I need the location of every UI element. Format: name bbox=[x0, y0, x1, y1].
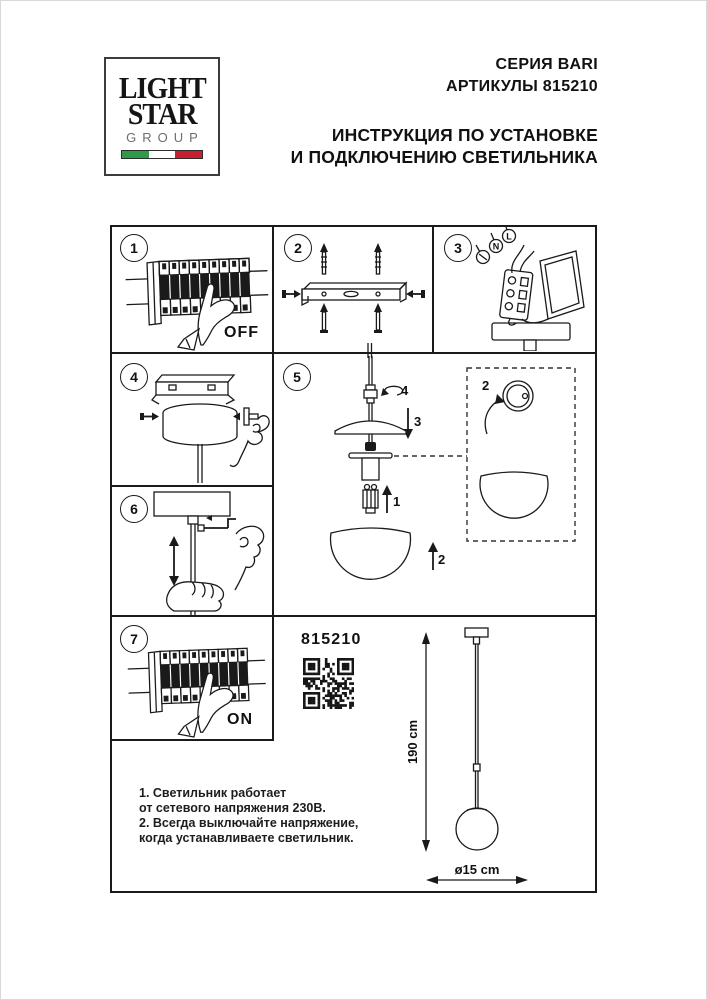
grid-row-line-2 bbox=[110, 615, 597, 617]
part-2-label: 2 bbox=[438, 552, 446, 567]
note-line-4: когда устанавливаете светильник. bbox=[139, 831, 354, 845]
step-3-panel bbox=[436, 227, 595, 351]
step-1-panel bbox=[112, 227, 271, 351]
wire-n-label: N bbox=[492, 241, 500, 252]
article-code: 815210 bbox=[301, 631, 362, 648]
step-6-panel bbox=[112, 488, 271, 615]
instruction-title-line1: ИНСТРУКЦИЯ ПО УСТАНОВКЕ bbox=[331, 125, 598, 145]
logo-word-group: GROUP bbox=[126, 129, 204, 145]
article-title: АРТИКУЛЫ 815210 bbox=[445, 78, 598, 95]
height-dimension-label: 190 cm bbox=[405, 719, 420, 765]
step-2-number: 2 bbox=[284, 234, 312, 262]
logo-word-star: STAR bbox=[127, 95, 197, 131]
step-7-panel bbox=[112, 618, 271, 738]
diameter-dimension-label: ø15 cm bbox=[454, 862, 500, 877]
grid-row-line-1 bbox=[110, 352, 597, 354]
note-line-3: 2. Всегда выключайте напряжение, bbox=[139, 816, 359, 830]
grid-row-line-left bbox=[110, 485, 273, 487]
qr-code bbox=[303, 658, 354, 709]
logo-word-light: LIGHT bbox=[118, 69, 206, 105]
step-4-panel bbox=[112, 356, 271, 483]
gripping-hand-icon bbox=[167, 582, 224, 611]
instruction-title-line2: И ПОДКЛЮЧЕНИЮ СВЕТИЛЬНИКА bbox=[290, 147, 598, 167]
step-7-number: 7 bbox=[120, 625, 148, 653]
part-4-label: 4 bbox=[401, 383, 409, 398]
step-1-number: 1 bbox=[120, 234, 148, 262]
grid-border-right bbox=[595, 225, 597, 893]
step-6-number: 6 bbox=[120, 495, 148, 523]
note-line-1: 1. Светильник работает bbox=[139, 786, 287, 800]
series-title: СЕРИЯ BARI bbox=[495, 56, 598, 73]
part-1-label: 1 bbox=[393, 494, 401, 509]
inset-part-2-label: 2 bbox=[482, 378, 490, 393]
header bbox=[291, 54, 598, 168]
safety-notes bbox=[139, 786, 358, 846]
step-4-number: 4 bbox=[120, 363, 148, 391]
step-2-panel bbox=[276, 227, 431, 351]
instruction-title bbox=[291, 124, 598, 168]
note-line-2: от сетевого напряжения 230В. bbox=[139, 801, 326, 815]
italian-flag-icon bbox=[121, 150, 203, 159]
pendant-dimension-drawing bbox=[405, 620, 595, 890]
step-5-panel bbox=[275, 356, 595, 615]
grid-border-bottom bbox=[110, 891, 597, 893]
wire-l-label: L bbox=[506, 231, 512, 242]
lightstar-logo bbox=[104, 57, 220, 176]
off-label: OFF bbox=[224, 324, 259, 341]
assembly-illustration bbox=[275, 356, 595, 615]
step-3-number: 3 bbox=[444, 234, 472, 262]
adjusting-hand-icon bbox=[235, 526, 264, 590]
on-label: ON bbox=[227, 711, 253, 728]
step-5-number: 5 bbox=[283, 363, 311, 391]
grid-panel7-bottom bbox=[110, 739, 273, 741]
part-3-label: 3 bbox=[414, 414, 422, 429]
grid-col-line-2 bbox=[432, 225, 434, 354]
grid-col-line-1 bbox=[272, 225, 274, 741]
